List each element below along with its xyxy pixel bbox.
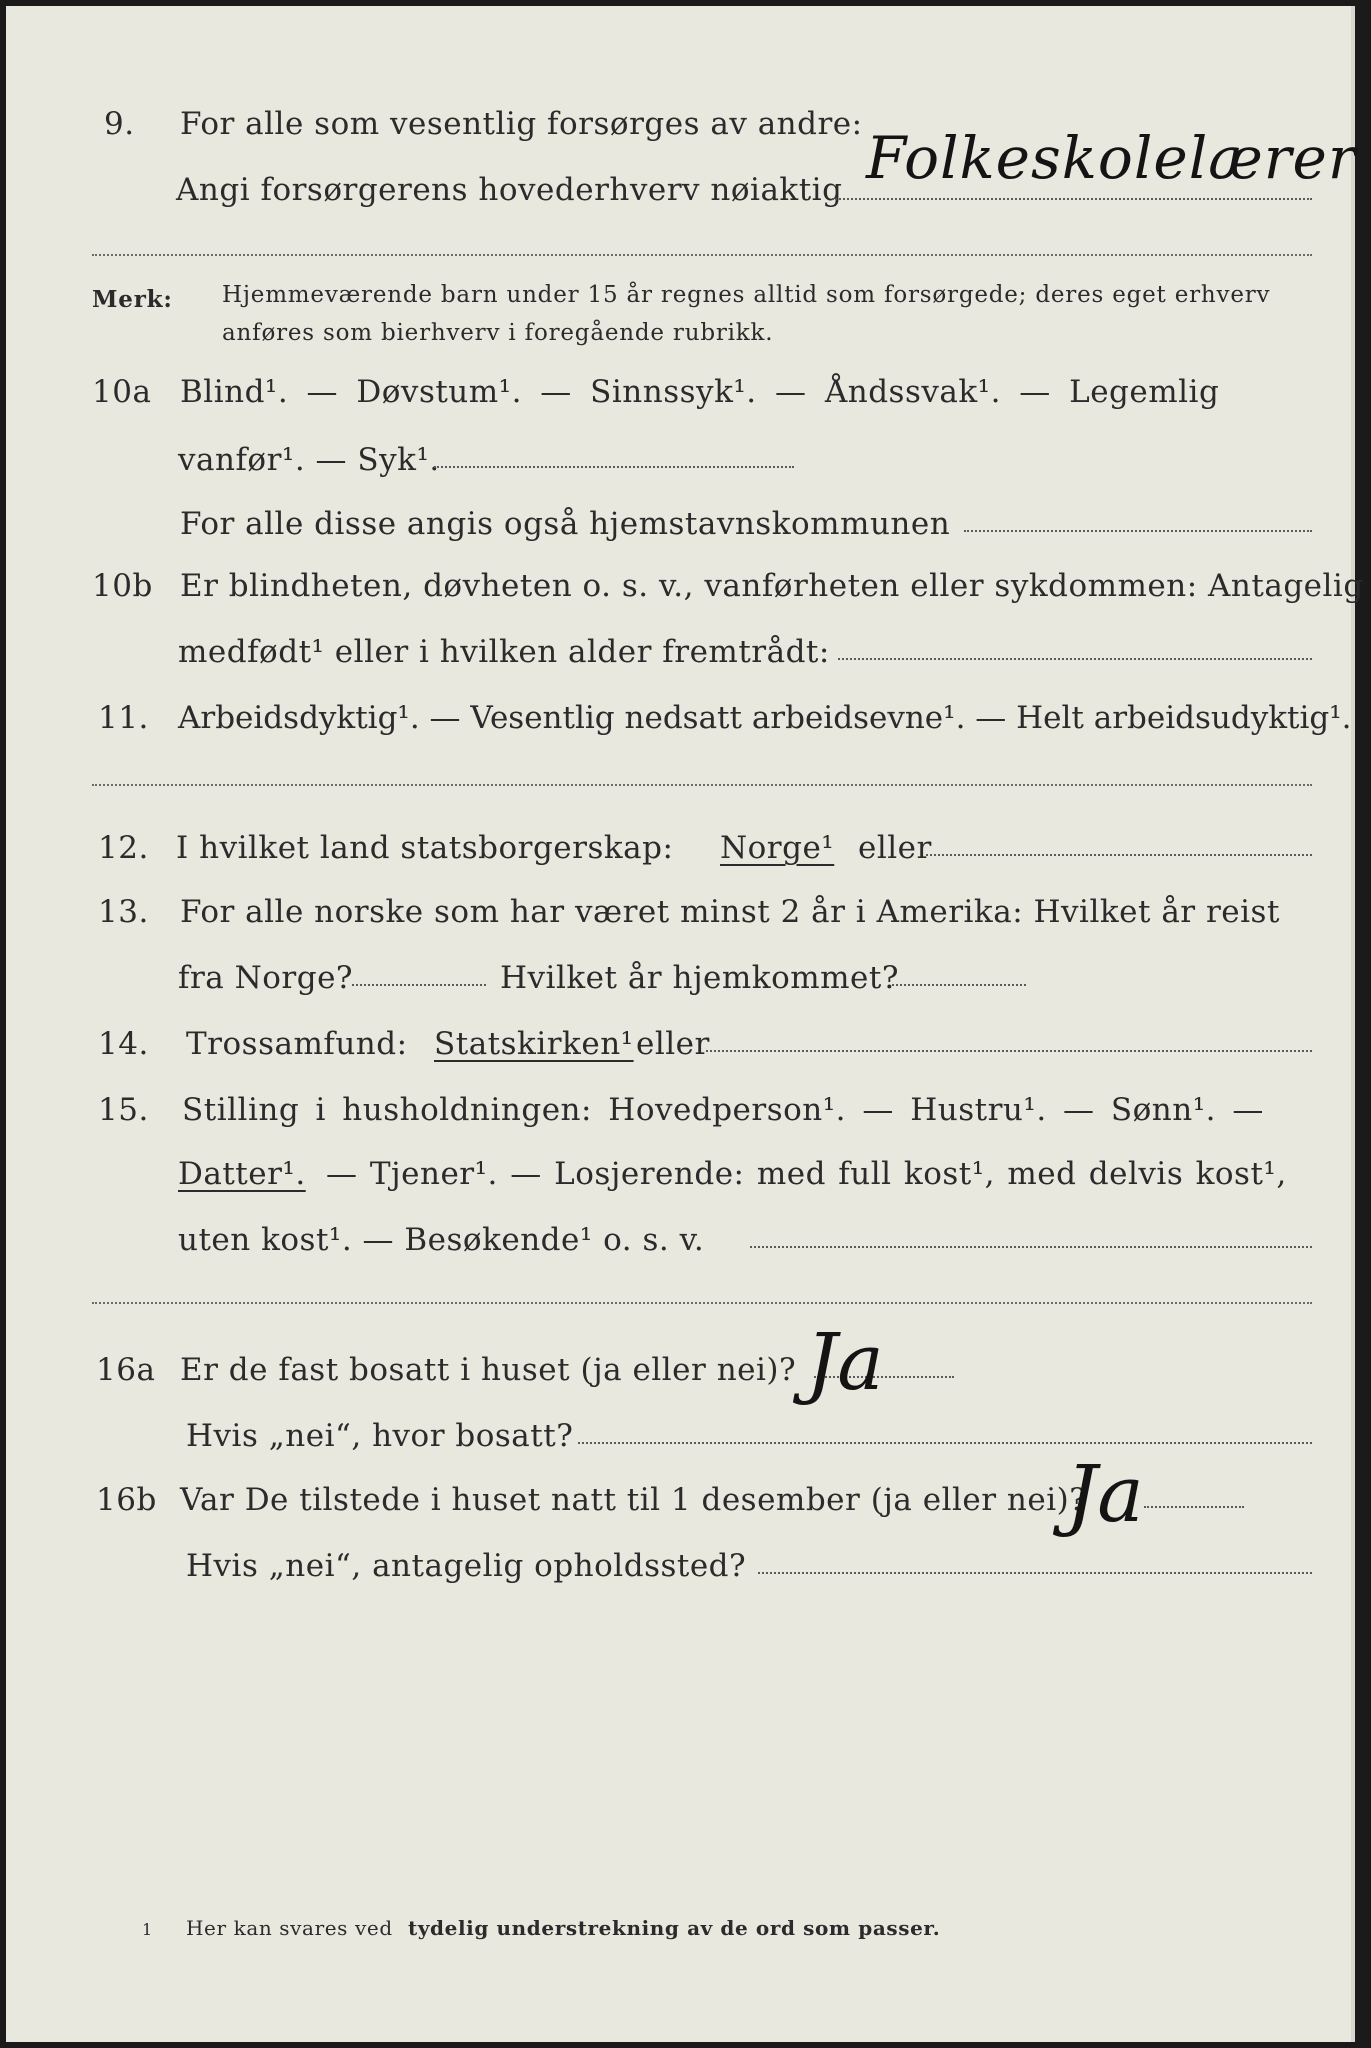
answer-line bbox=[434, 466, 794, 468]
question-text: vanfør¹. — Syk¹. bbox=[178, 442, 440, 478]
answer-line bbox=[892, 984, 1026, 986]
question-text: Angi forsørgerens hovederhverv nøiaktig bbox=[176, 172, 843, 208]
question-text: For alle disse angis også hjemstavnskommunen bbox=[180, 506, 951, 542]
answer-line bbox=[578, 1442, 1312, 1444]
question-number: 9. bbox=[104, 106, 135, 142]
question-number: 12. bbox=[98, 830, 149, 866]
footnote-emphasis: tydelig understrekning av de ord som passer. bbox=[408, 1916, 941, 1940]
question-text: Var De tilstede i huset natt til 1 desember (ja eller nei)? bbox=[180, 1482, 1087, 1518]
answer-line bbox=[1144, 1506, 1244, 1508]
footnote-text: Her kan svares ved bbox=[186, 1916, 393, 1940]
answer-line bbox=[838, 658, 1312, 660]
answer-line bbox=[758, 1572, 1312, 1574]
footnote-mark: 1 bbox=[142, 1920, 153, 1939]
answer-line bbox=[750, 1246, 1312, 1248]
answer-line bbox=[706, 1050, 1312, 1052]
question-text: Er blindheten, døvheten o. s. v., vanførheten eller sykdommen: Antagelig bbox=[180, 568, 1364, 604]
question-text: I hvilket land statsborgerskap: bbox=[176, 830, 674, 866]
note-label: Merk: bbox=[92, 286, 173, 313]
census-form-page bbox=[6, 6, 1364, 2042]
question-text: uten kost¹. — Besøkende¹ o. s. v. bbox=[178, 1222, 705, 1258]
answer-line bbox=[352, 984, 486, 986]
handwritten-answer: Ja bbox=[1066, 1450, 1144, 1540]
question-text: Hvis „nei“, antagelig opholdssted? bbox=[186, 1548, 747, 1584]
question-number: 16b bbox=[96, 1482, 157, 1518]
question-text: — Tjener¹. — Losjerende: med full kost¹, med delvis kost¹, bbox=[326, 1156, 1287, 1192]
handwritten-answer: Folkeskolelærer bbox=[866, 124, 1357, 192]
question-text: Hvis „nei“, hvor bosatt? bbox=[186, 1418, 574, 1454]
question-text: For alle norske som har været minst 2 år i Amerika: Hvilket år reist bbox=[180, 894, 1280, 930]
question-number: 16a bbox=[96, 1352, 156, 1388]
note-text: anføres som bierhverv i foregående rubrikk. bbox=[222, 320, 774, 346]
question-text: Blind¹. — Døvstum¹. — Sinnssyk¹. — Åndssvak¹. — Legemlig bbox=[180, 374, 1220, 410]
question-text: Trossamfund: bbox=[186, 1026, 408, 1062]
underlined-choice: Norge¹ bbox=[720, 830, 835, 866]
question-number: 15. bbox=[98, 1092, 149, 1128]
question-text: Stilling i husholdningen: Hovedperson¹. — Hustru¹. — Sønn¹. — bbox=[182, 1092, 1264, 1128]
section-divider bbox=[92, 254, 1312, 256]
note-text: Hjemmeværende barn under 15 år regnes alltid som forsørgede; deres eget erhverv bbox=[222, 282, 1271, 308]
question-number: 13. bbox=[98, 894, 149, 930]
underlined-choice: Statskirken¹ bbox=[434, 1026, 634, 1062]
question-text: eller bbox=[636, 1026, 710, 1062]
question-number: 10a bbox=[92, 374, 152, 410]
question-number: 10b bbox=[92, 568, 153, 604]
question-text: Er de fast bosatt i huset (ja eller nei)? bbox=[180, 1352, 797, 1388]
answer-line bbox=[832, 198, 1312, 200]
handwritten-answer: Ja bbox=[806, 1318, 884, 1408]
answer-line bbox=[926, 854, 1312, 856]
question-text: medfødt¹ eller i hvilken alder fremtrådt: bbox=[178, 634, 830, 670]
section-divider bbox=[92, 1302, 1312, 1304]
underlined-choice: Datter¹. bbox=[178, 1156, 306, 1192]
answer-line bbox=[964, 530, 1312, 532]
question-text: For alle som vesentlig forsørges av andre: bbox=[180, 106, 863, 142]
question-text: Hvilket år hjemkommet? bbox=[500, 960, 899, 996]
question-number: 14. bbox=[98, 1026, 149, 1062]
question-text: eller bbox=[858, 830, 932, 866]
question-number: 11. bbox=[98, 700, 149, 736]
question-text: fra Norge? bbox=[178, 960, 354, 996]
section-divider bbox=[92, 784, 1312, 786]
question-text: Arbeidsdyktig¹. — Vesentlig nedsatt arbeidsevne¹. — Helt arbeidsudyktig¹. bbox=[178, 700, 1352, 736]
